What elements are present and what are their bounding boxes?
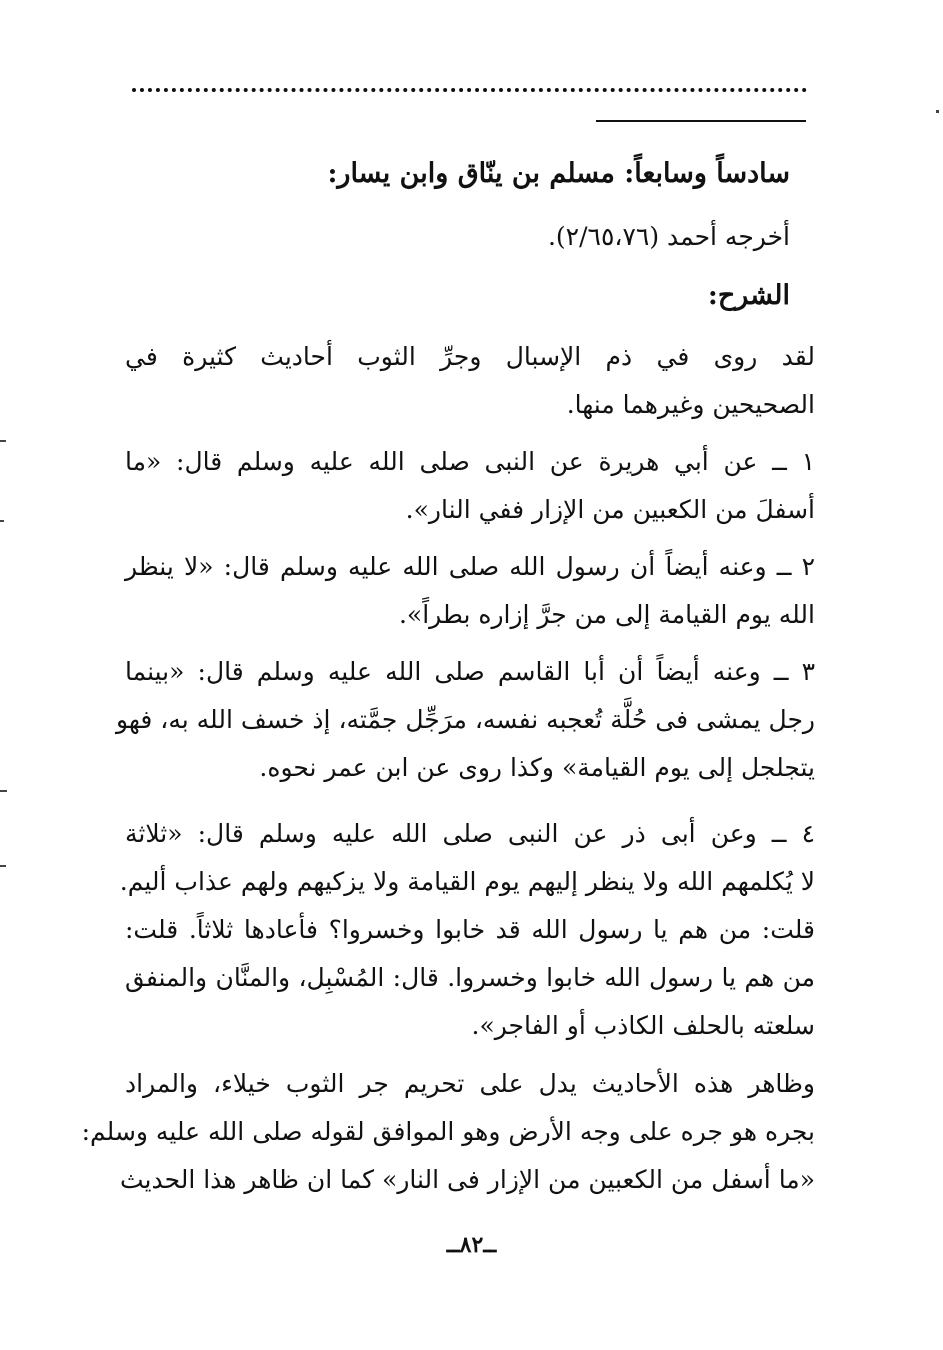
text-line: ٣ ــ وعنه أيضاً أن أبا القاسم صلى الله عليه وسلم قال: «بينما (125, 657, 815, 686)
scan-mark (936, 110, 939, 113)
short-rule (596, 120, 806, 122)
sharh-label: الشرح: (707, 280, 790, 311)
hadith-2-paragraph (125, 543, 815, 639)
text-line: الله يوم القيامة إلى من جرَّ إزاره بطراً». (398, 600, 815, 629)
hadith-3-paragraph (115, 648, 815, 792)
scan-mark (0, 520, 4, 522)
text-line: «ما أسفل من الكعبين من الإزار فى النار» كما ان ظاهر هذا الحديث (119, 1165, 815, 1194)
text-line: قلت: من هم يا رسول الله قد خابوا وخسروا؟ فأعادها ثلاثاً. قلت: (125, 915, 815, 944)
scan-mark (0, 865, 6, 867)
section-heading: سادساً وسابعاً: مسلم بن ينّاق وابن يسار: (327, 158, 790, 189)
text-line: لا يُكلمهم الله ولا ينظر إليهم يوم القيامة ولا يزكيهم ولهم عذاب أليم. (119, 867, 815, 896)
text-line: سلعته بالحلف الكاذب أو الفاجر». (471, 1011, 815, 1040)
scan-mark (0, 790, 7, 792)
scan-mark (0, 440, 6, 442)
conclusion-paragraph (81, 1060, 815, 1204)
page-number: ــ٨٢ــ (446, 1232, 497, 1258)
hadith-1-paragraph (125, 438, 815, 534)
text-line: ٢ ــ وعنه أيضاً أن رسول الله صلى الله عليه وسلم قال: «لا ينظر (125, 552, 815, 581)
source-citation: أخرجه أحمد (٢/٦٥،٧٦). (547, 222, 790, 251)
text-line: ١ ــ عن أبي هريرة عن النبى صلى الله عليه وسلم قال: «ما (125, 447, 815, 476)
text-line: لقد روى في ذم الإسبال وجرِّ الثوب أحاديث كثيرة في (125, 342, 815, 371)
hadith-4-paragraph (119, 810, 815, 1050)
text-line: وظاهر هذه الأحاديث يدل على تحريم جر الثوب خيلاء، والمراد (125, 1069, 815, 1098)
text-line: يتجلجل إلى يوم القيامة» وكذا روى عن ابن عمر نحوه. (259, 753, 815, 782)
intro-paragraph (125, 333, 815, 429)
dotted-separator (132, 68, 807, 92)
text-line: ٤ ــ وعن أبى ذر عن النبى صلى الله عليه وسلم قال: «ثلاثة (125, 819, 815, 848)
text-line: الصحيحين وغيرهما منها. (566, 390, 815, 419)
text-line: بجره هو جره على وجه الأرض وهو الموافق لقوله صلى الله عليه وسلم: (81, 1117, 815, 1146)
text-line: أسفلَ من الكعبين من الإزار ففي النار». (405, 495, 815, 524)
text-line: من هم يا رسول الله خابوا وخسروا. قال: المُسْبِل، والمنَّان والمنفق (125, 963, 815, 992)
text-line: رجل يمشى فى حُلَّة تُعجبه نفسه، مرَجِّل جمَّته، إذ خسف الله به، فهو (115, 705, 815, 734)
